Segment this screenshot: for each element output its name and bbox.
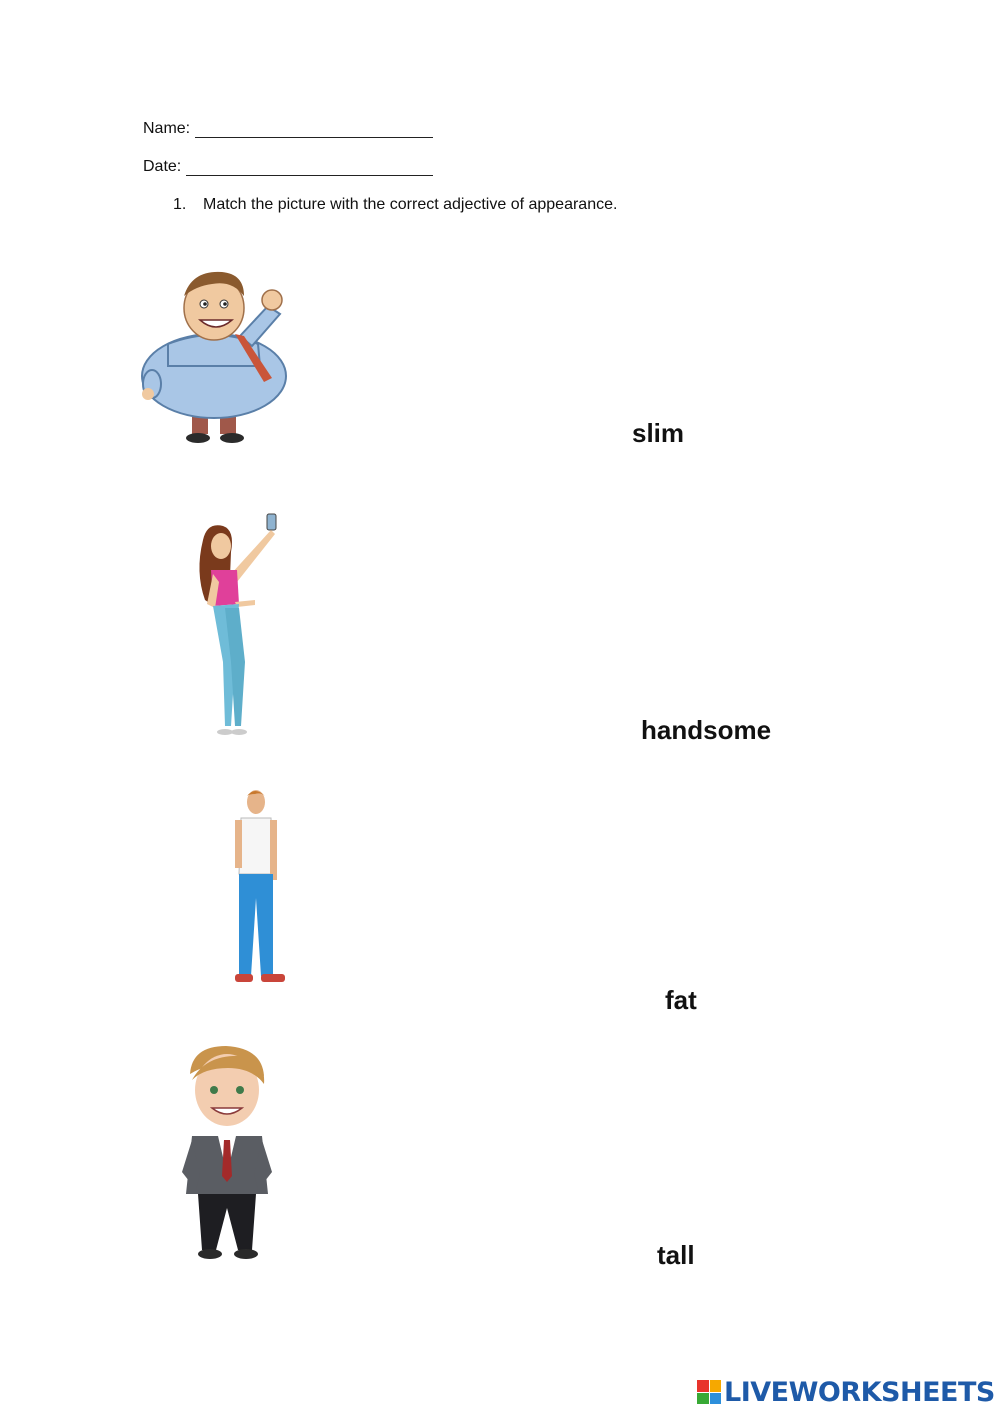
name-field[interactable]	[143, 120, 433, 138]
liveworksheets-logo-icon	[697, 1380, 721, 1404]
fat-man-icon	[140, 266, 290, 446]
name-blank-line[interactable]	[195, 123, 433, 138]
picture-tall-man[interactable]	[225, 788, 295, 995]
picture-handsome-man[interactable]	[182, 1044, 274, 1265]
liveworksheets-logo	[697, 1374, 995, 1410]
word-tall[interactable]: tall	[657, 1240, 695, 1270]
slim-woman-selfie-icon	[185, 512, 295, 740]
logo-text: LIVEWORKSHEETS	[724, 1376, 995, 1408]
instruction-number: 1.	[173, 196, 187, 213]
instruction	[173, 196, 617, 214]
date-blank-line[interactable]	[186, 161, 433, 176]
date-field[interactable]	[143, 158, 433, 176]
handsome-businessman-icon	[182, 1044, 274, 1260]
picture-slim-woman[interactable]	[185, 512, 295, 745]
word-handsome[interactable]: handsome	[641, 715, 772, 745]
instruction-text: Match the picture with the correct adjective of appearance.	[203, 196, 618, 213]
word-fat[interactable]: fat	[665, 985, 697, 1015]
picture-fat-man[interactable]	[140, 266, 290, 451]
word-slim[interactable]: slim	[632, 418, 685, 448]
name-label: Name:	[143, 120, 191, 137]
tall-man-icon	[225, 788, 295, 990]
date-label: Date:	[143, 158, 182, 175]
